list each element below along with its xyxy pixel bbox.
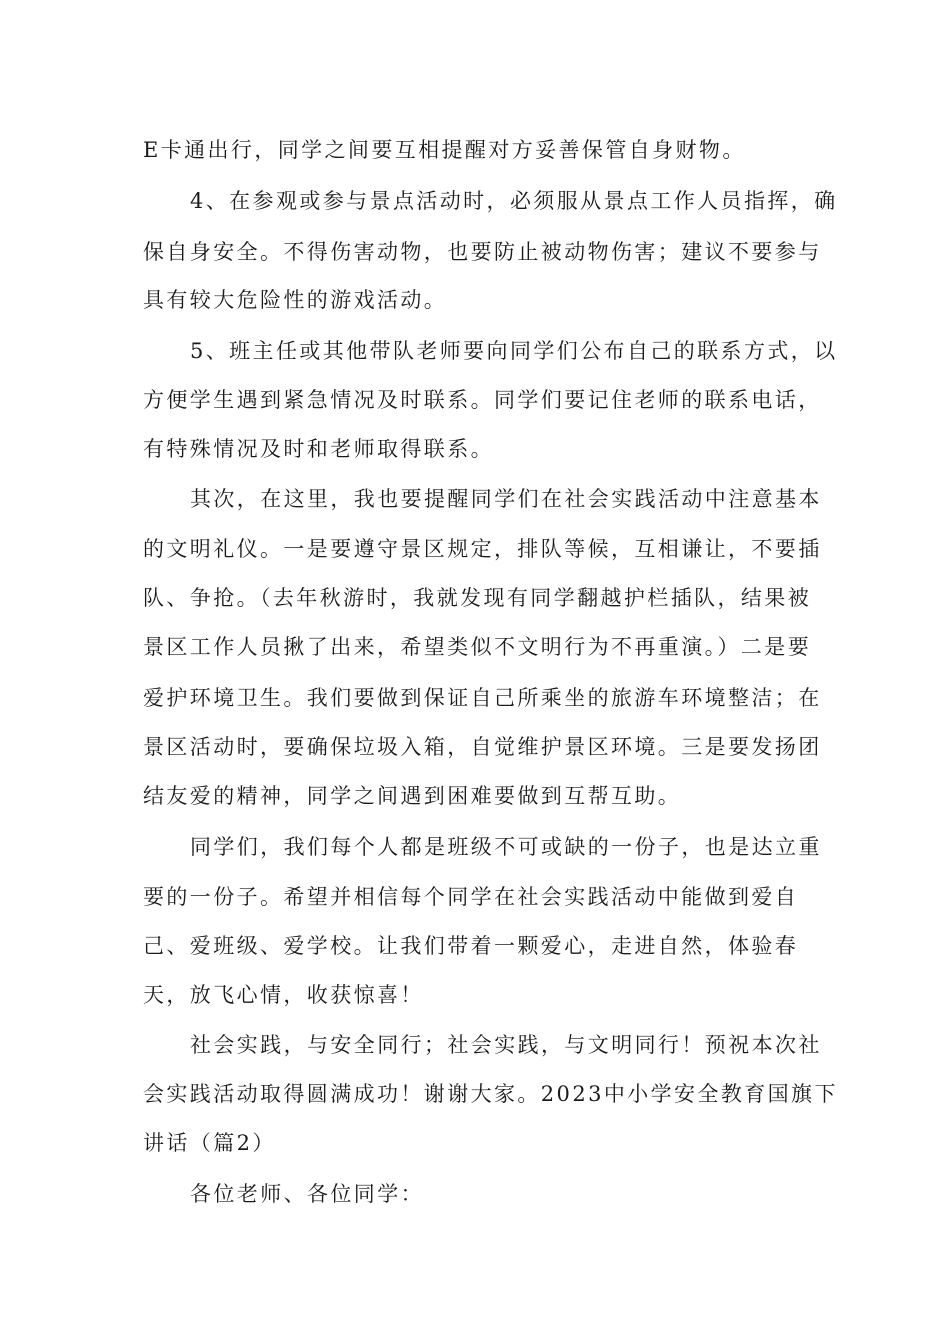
text-line: 方便学生遇到紧急情况及时联系。同学们要记住老师的联系电话，	[143, 388, 822, 412]
text-line: 4、在参观或参与景点活动时，必须服从景点工作人员指挥，确	[190, 189, 838, 213]
text-line: 队、争抢。（去年秋游时，我就发现有同学翻越护栏插队，结果被	[143, 586, 812, 610]
text-line: 有特殊情况及时和老师取得联系。	[143, 437, 494, 461]
text-line: 其次，在这里，我也要提醒同学们在社会实践活动中注意基本	[190, 487, 822, 511]
text-line: 5、班主任或其他带队老师要向同学们公布自己的联系方式，以	[190, 339, 838, 363]
text-line: 天，放飞心情，收获惊喜！	[143, 983, 424, 1007]
text-line: 景区工作人员揪了出来，希望类似不文明行为不再重演。）二是要	[143, 635, 812, 659]
text-line: 同学们，我们每个人都是班级不可或缺的一份子，也是达立重	[190, 835, 822, 859]
text-line: 己、爱班级、爱学校。让我们带着一颗爱心，走进自然，体验春	[143, 934, 799, 958]
text-line: 社会实践，与安全同行；社会实践，与文明同行！预祝本次社	[190, 1033, 822, 1057]
text-line: 要的一份子。希望并相信每个同学在社会实践活动中能做到爱自	[143, 885, 799, 909]
text-line: 会实践活动取得圆满成功！谢谢大家。2023中小学安全教育国旗下	[143, 1082, 838, 1106]
text-line: 结友爱的精神，同学之间遇到困难要做到互帮互助。	[143, 784, 682, 808]
text-line: 各位老师、各位同学：	[190, 1182, 424, 1206]
text-line: 景区活动时，要确保垃圾入箱，自觉维护景区环境。三是要发扬团	[143, 735, 822, 759]
text-line: 具有较大危险性的游戏活动。	[143, 288, 448, 312]
text-line: 爱护环境卫生。我们要做到保证自己所乘坐的旅游车环境整洁；在	[143, 686, 822, 710]
text-line: E卡通出行，同学之间要互相提醒对方妥善保管自身财物。	[143, 138, 746, 162]
text-line: 讲话（篇2）	[143, 1131, 276, 1155]
text-line: 的文明礼仪。一是要遵守景区规定，排队等候，互相谦让，不要插	[143, 537, 822, 561]
text-line: 保自身安全。不得伤害动物，也要防止被动物伤害；建议不要参与	[143, 240, 822, 264]
